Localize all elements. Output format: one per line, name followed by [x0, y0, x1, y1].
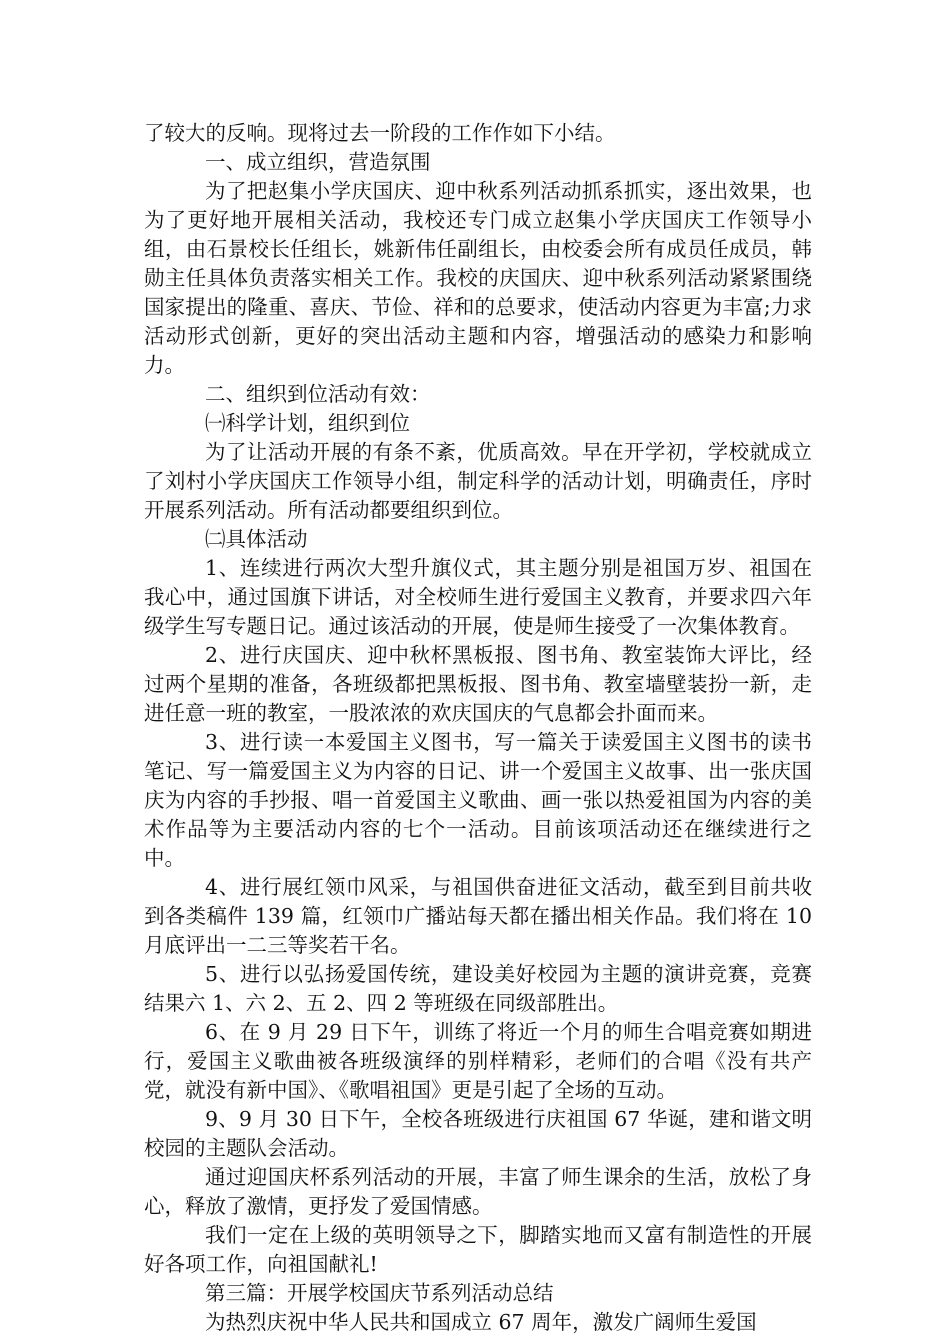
heading-section-one: 一、成立组织，营造氛围: [205, 150, 431, 174]
subheading-activities: ㈡具体活动: [205, 527, 308, 551]
document-body: [144, 119, 812, 1337]
paragraph-activity-1: 1、连续进行两次大型升旗仪式，其主题分别是祖国万岁、祖国在我心中，通过国旗下讲话，对全校师生进行爱国主义教育，并要求四六年级学生写专题日记。通过该活动的开展，使是师生接受了一次集体教育。: [144, 556, 812, 638]
paragraph-opening-line: 了较大的反响。现将过去一阶段的工作作如下小结。: [144, 121, 616, 145]
paragraph-activity-2: 2、进行庆国庆、迎中秋杯黑板报、图书角、教室装饰大评比，经过两个星期的准备，各班级都把黑板报、图书角、教室墙壁装扮一新，走进任意一班的教室，一股浓浓的欢庆国庆的气息都会扑面而来。: [144, 643, 812, 725]
paragraph-activity-6: 6、在 9 月 29 日下午，训练了将近一个月的师生合唱竞赛如期进行，爱国主义歌曲被各班级演绎的别样精彩，老师们的合唱《没有共产党，就没有新中国》、《歌唱祖国》更是引起了全场的互动。: [144, 1020, 812, 1102]
heading-part-three: 第三篇：开展学校国庆节系列活动总结: [205, 1281, 554, 1305]
paragraph-summary: 通过迎国庆杯系列活动的开展，丰富了师生课余的生活，放松了身心，释放了激情，更抒发了爱国情感。: [144, 1165, 812, 1218]
paragraph-activity-9: 9、9 月 30 日下午，全校各班级进行庆祖国 67 华诞，建和谐文明校园的主题队会活动。: [144, 1107, 812, 1160]
heading-section-two: 二、组织到位活动有效：: [205, 382, 431, 406]
paragraph-organization: 为了把赵集小学庆国庆、迎中秋系列活动抓系抓实，逐出效果，也为了更好地开展相关活动，我校还专门成立赵集小学庆国庆工作领导小组，由石景校长任组长，姚新伟任副组长，由校委会所有成员任成员，韩勋主任具体负责落实相关工作。我校的庆国庆、迎中秋系列活动紧紧围绕国家提出的隆重、喜庆、节俭、祥和的总要求，使活动内容更为丰富;力求活动形式创新，更好的突出活动主题和内容，增强活动的感染力和影响力。: [144, 179, 812, 377]
paragraph-activity-4: 4、进行展红领巾风采，与祖国供奋进征文活动，截至到目前共收到各类稿件 139 篇，红领巾广播站每天都在播出相关作品。我们将在 10 月底评出一二三等奖若干名。: [144, 875, 812, 957]
subheading-plan: ㈠科学计划，组织到位: [205, 411, 410, 435]
paragraph-part-three-start: 为热烈庆祝中华人民共和国成立 67 周年，激发广阔师生爱国: [205, 1310, 757, 1334]
paragraph-plan: 为了让活动开展的有条不紊，优质高效。早在开学初，学校就成立了刘村小学庆国庆工作领导小组，制定科学的活动计划，明确责任，序时开展系列活动。所有活动都要组织到位。: [144, 440, 812, 522]
paragraph-activity-5: 5、进行以弘扬爱国传统，建设美好校园为主题的演讲竞赛，竞赛结果六 1、六 2、五 2、四 2 等班级在同级部胜出。: [144, 962, 812, 1015]
paragraph-activity-3: 3、进行读一本爱国主义图书，写一篇关于读爱国主义图书的读书笔记、写一篇爱国主义为内容的日记、讲一个爱国主义故事、出一张庆国庆为内容的手抄报、唱一首爱国主义歌曲、画一张以热爱祖国为内容的美术作品等为主要活动内容的七个一活动。目前该项活动还在继续进行之中。: [144, 730, 812, 870]
paragraph-closing: 我们一定在上级的英明领导之下，脚踏实地而又富有制造性的开展好各项工作，向祖国献礼!: [144, 1223, 812, 1276]
